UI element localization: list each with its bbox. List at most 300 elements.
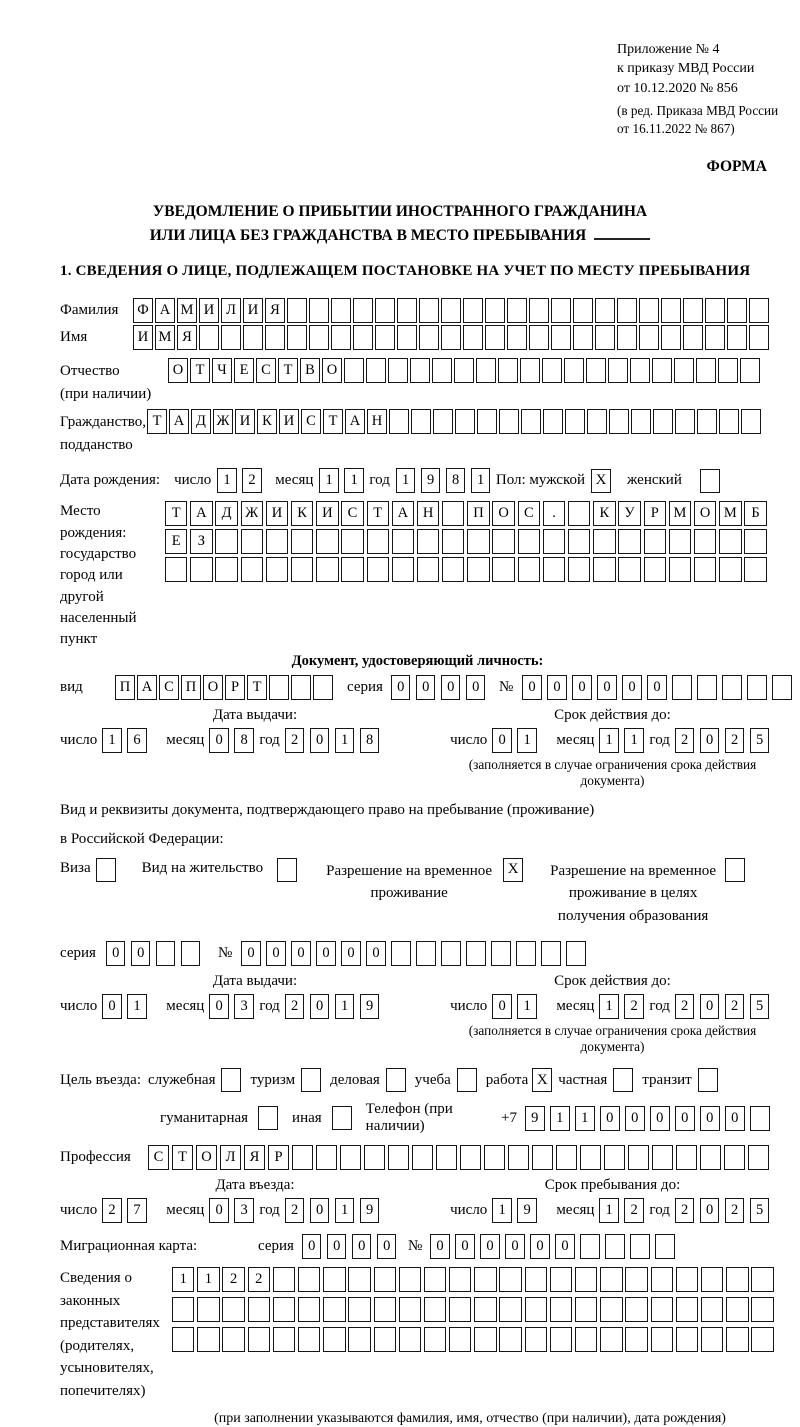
form-cell[interactable]: 0 [209, 1198, 229, 1223]
form-cell[interactable] [367, 529, 389, 554]
form-cell[interactable] [508, 1145, 529, 1170]
form-cell[interactable]: А [169, 409, 189, 434]
form-cell[interactable] [273, 1327, 295, 1352]
form-cell[interactable]: А [190, 501, 212, 526]
form-cell[interactable] [433, 409, 453, 434]
form-cell[interactable] [331, 298, 351, 323]
form-cell[interactable]: 2 [675, 994, 695, 1019]
form-cell[interactable]: Н [417, 501, 439, 526]
form-cell[interactable] [392, 557, 414, 582]
form-cell[interactable] [697, 675, 717, 700]
form-cell[interactable] [474, 1267, 496, 1292]
form-cell[interactable]: 2 [285, 1198, 305, 1223]
form-cell[interactable]: 0 [466, 675, 486, 700]
form-cell[interactable] [331, 325, 351, 350]
form-cell[interactable] [436, 1145, 457, 1170]
form-cell[interactable]: 1 [127, 994, 147, 1019]
form-cell[interactable] [550, 1267, 572, 1292]
form-cell[interactable] [507, 325, 527, 350]
form-cell[interactable]: Т [323, 409, 343, 434]
form-cell[interactable] [291, 529, 313, 554]
form-cell[interactable]: Ж [213, 409, 233, 434]
form-cell[interactable] [348, 1267, 370, 1292]
form-cell[interactable] [727, 325, 747, 350]
form-cell[interactable]: 2 [102, 1198, 122, 1223]
form-cell[interactable] [419, 325, 439, 350]
form-cell[interactable]: 1 [335, 728, 355, 753]
form-cell[interactable] [316, 557, 338, 582]
form-cell[interactable]: 0 [492, 994, 512, 1019]
form-cell[interactable]: 1 [335, 994, 355, 1019]
form-cell[interactable] [424, 1267, 446, 1292]
form-cell[interactable]: 2 [624, 1198, 644, 1223]
form-cell[interactable] [366, 358, 386, 383]
form-cell[interactable]: А [392, 501, 414, 526]
form-cell[interactable]: 1 [599, 1198, 619, 1223]
form-cell[interactable]: 0 [341, 941, 361, 966]
form-cell[interactable] [417, 529, 439, 554]
form-cell[interactable] [595, 325, 615, 350]
form-cell[interactable] [556, 1145, 577, 1170]
purpose-study-checkbox[interactable] [457, 1068, 477, 1092]
form-cell[interactable] [197, 1297, 219, 1322]
form-cell[interactable] [669, 557, 691, 582]
form-cell[interactable] [551, 325, 571, 350]
form-cell[interactable]: П [181, 675, 201, 700]
form-cell[interactable] [726, 1327, 748, 1352]
form-cell[interactable]: Я [177, 325, 197, 350]
form-cell[interactable] [617, 325, 637, 350]
form-cell[interactable] [593, 529, 615, 554]
form-cell[interactable] [661, 298, 681, 323]
form-cell[interactable] [749, 298, 769, 323]
form-cell[interactable] [672, 675, 692, 700]
form-cell[interactable]: 0 [302, 1234, 322, 1259]
form-cell[interactable] [694, 557, 716, 582]
form-cell[interactable] [197, 1327, 219, 1352]
form-cell[interactable]: 1 [492, 1198, 512, 1223]
form-cell[interactable] [744, 557, 766, 582]
form-cell[interactable] [241, 529, 263, 554]
form-cell[interactable]: О [196, 1145, 217, 1170]
form-cell[interactable] [165, 557, 187, 582]
form-cell[interactable] [455, 409, 475, 434]
form-cell[interactable] [222, 1297, 244, 1322]
form-cell[interactable]: М [177, 298, 197, 323]
form-cell[interactable] [287, 325, 307, 350]
form-cell[interactable] [655, 1234, 675, 1259]
form-cell[interactable] [172, 1327, 194, 1352]
form-cell[interactable]: 7 [127, 1198, 147, 1223]
form-cell[interactable] [550, 1297, 572, 1322]
form-cell[interactable] [726, 1297, 748, 1322]
form-cell[interactable] [454, 358, 474, 383]
form-cell[interactable]: Л [221, 298, 241, 323]
form-cell[interactable] [676, 1267, 698, 1292]
form-cell[interactable]: Ж [241, 501, 263, 526]
form-cell[interactable]: 0 [131, 941, 151, 966]
form-cell[interactable]: 0 [327, 1234, 347, 1259]
form-cell[interactable] [676, 1297, 698, 1322]
form-cell[interactable] [467, 557, 489, 582]
form-cell[interactable]: И [235, 409, 255, 434]
form-cell[interactable] [442, 557, 464, 582]
form-cell[interactable]: 5 [750, 728, 770, 753]
form-cell[interactable]: И [133, 325, 153, 350]
form-cell[interactable] [593, 557, 615, 582]
form-cell[interactable] [520, 358, 540, 383]
form-cell[interactable]: П [467, 501, 489, 526]
form-cell[interactable] [651, 1267, 673, 1292]
form-cell[interactable] [605, 1234, 625, 1259]
form-cell[interactable]: 0 [700, 994, 720, 1019]
purpose-private-checkbox[interactable] [613, 1068, 633, 1092]
form-cell[interactable]: 0 [480, 1234, 500, 1259]
form-cell[interactable]: Т [190, 358, 210, 383]
form-cell[interactable] [388, 358, 408, 383]
form-cell[interactable] [353, 298, 373, 323]
form-cell[interactable] [719, 409, 739, 434]
form-cell[interactable] [550, 1327, 572, 1352]
form-cell[interactable] [353, 325, 373, 350]
form-cell[interactable] [374, 1297, 396, 1322]
form-cell[interactable] [587, 409, 607, 434]
form-cell[interactable] [608, 358, 628, 383]
form-cell[interactable]: А [137, 675, 157, 700]
form-cell[interactable] [724, 1145, 745, 1170]
form-cell[interactable] [683, 325, 703, 350]
form-cell[interactable]: М [669, 501, 691, 526]
form-cell[interactable] [341, 529, 363, 554]
form-cell[interactable] [705, 298, 725, 323]
form-cell[interactable]: 2 [675, 1198, 695, 1223]
form-cell[interactable]: 0 [555, 1234, 575, 1259]
form-cell[interactable] [532, 1145, 553, 1170]
form-cell[interactable]: М [719, 501, 741, 526]
form-cell[interactable] [521, 409, 541, 434]
form-cell[interactable] [449, 1327, 471, 1352]
form-cell[interactable]: А [345, 409, 365, 434]
form-cell[interactable]: 0 [377, 1234, 397, 1259]
form-cell[interactable] [215, 557, 237, 582]
form-cell[interactable] [718, 358, 738, 383]
form-cell[interactable] [653, 409, 673, 434]
form-cell[interactable] [700, 1145, 721, 1170]
form-cell[interactable] [392, 529, 414, 554]
form-cell[interactable]: З [190, 529, 212, 554]
form-cell[interactable] [580, 1145, 601, 1170]
form-cell[interactable]: 0 [106, 941, 126, 966]
form-cell[interactable]: 0 [600, 1106, 620, 1131]
form-cell[interactable]: Е [165, 529, 187, 554]
form-cell[interactable] [215, 529, 237, 554]
form-cell[interactable]: Б [744, 501, 766, 526]
form-cell[interactable] [477, 409, 497, 434]
form-cell[interactable]: 0 [310, 1198, 330, 1223]
form-cell[interactable] [399, 1267, 421, 1292]
form-cell[interactable] [298, 1327, 320, 1352]
form-cell[interactable] [269, 675, 289, 700]
form-cell[interactable] [424, 1327, 446, 1352]
form-cell[interactable]: 6 [127, 728, 147, 753]
form-cell[interactable] [266, 557, 288, 582]
form-cell[interactable]: 2 [624, 994, 644, 1019]
form-cell[interactable] [516, 941, 536, 966]
form-cell[interactable] [580, 1234, 600, 1259]
form-cell[interactable] [625, 1297, 647, 1322]
form-cell[interactable] [747, 675, 767, 700]
form-cell[interactable] [697, 409, 717, 434]
form-cell[interactable]: 9 [517, 1198, 537, 1223]
form-cell[interactable]: 9 [525, 1106, 545, 1131]
form-cell[interactable] [467, 529, 489, 554]
form-cell[interactable]: О [168, 358, 188, 383]
form-cell[interactable] [696, 358, 716, 383]
form-cell[interactable] [541, 941, 561, 966]
form-cell[interactable]: 1 [550, 1106, 570, 1131]
form-cell[interactable] [388, 1145, 409, 1170]
form-cell[interactable]: 2 [725, 1198, 745, 1223]
form-cell[interactable]: Д [215, 501, 237, 526]
form-cell[interactable] [630, 358, 650, 383]
form-cell[interactable] [273, 1267, 295, 1292]
form-cell[interactable] [499, 1267, 521, 1292]
form-cell[interactable] [694, 529, 716, 554]
form-cell[interactable] [575, 1327, 597, 1352]
form-cell[interactable]: О [694, 501, 716, 526]
form-cell[interactable] [243, 325, 263, 350]
form-cell[interactable]: 1 [396, 468, 416, 493]
form-cell[interactable]: 1 [471, 468, 491, 493]
form-cell[interactable] [287, 298, 307, 323]
form-cell[interactable]: И [266, 501, 288, 526]
form-cell[interactable]: 0 [310, 994, 330, 1019]
form-cell[interactable]: Т [367, 501, 389, 526]
form-cell[interactable]: К [257, 409, 277, 434]
form-cell[interactable] [375, 298, 395, 323]
form-cell[interactable] [492, 529, 514, 554]
form-cell[interactable] [705, 325, 725, 350]
form-cell[interactable]: 0 [522, 675, 542, 700]
form-cell[interactable]: Т [165, 501, 187, 526]
form-cell[interactable] [424, 1297, 446, 1322]
form-cell[interactable] [442, 529, 464, 554]
form-cell[interactable] [628, 1145, 649, 1170]
form-cell[interactable]: 0 [597, 675, 617, 700]
form-cell[interactable]: И [199, 298, 219, 323]
form-cell[interactable]: И [316, 501, 338, 526]
form-cell[interactable] [727, 298, 747, 323]
form-cell[interactable] [529, 325, 549, 350]
form-cell[interactable]: 0 [241, 941, 261, 966]
form-cell[interactable]: 5 [750, 994, 770, 1019]
form-cell[interactable]: 0 [266, 941, 286, 966]
form-cell[interactable] [374, 1327, 396, 1352]
form-cell[interactable]: Я [265, 298, 285, 323]
form-cell[interactable] [222, 1327, 244, 1352]
form-cell[interactable] [604, 1145, 625, 1170]
form-cell[interactable] [291, 675, 311, 700]
form-cell[interactable]: 0 [700, 1106, 720, 1131]
form-cell[interactable]: С [159, 675, 179, 700]
form-cell[interactable]: 0 [505, 1234, 525, 1259]
form-cell[interactable]: 3 [234, 994, 254, 1019]
form-cell[interactable]: 0 [391, 675, 411, 700]
form-cell[interactable]: 1 [624, 728, 644, 753]
form-cell[interactable] [631, 409, 651, 434]
form-cell[interactable] [323, 1267, 345, 1292]
form-cell[interactable] [639, 325, 659, 350]
form-cell[interactable] [740, 358, 760, 383]
form-cell[interactable] [248, 1297, 270, 1322]
form-cell[interactable] [617, 298, 637, 323]
form-cell[interactable]: 0 [572, 675, 592, 700]
form-cell[interactable] [568, 501, 590, 526]
form-cell[interactable] [485, 325, 505, 350]
form-cell[interactable] [399, 1327, 421, 1352]
form-cell[interactable]: 0 [441, 675, 461, 700]
form-cell[interactable]: 0 [650, 1106, 670, 1131]
form-cell[interactable] [466, 941, 486, 966]
form-cell[interactable]: 2 [725, 994, 745, 1019]
form-cell[interactable] [741, 409, 761, 434]
form-cell[interactable]: И [279, 409, 299, 434]
form-cell[interactable]: С [341, 501, 363, 526]
form-cell[interactable]: Р [644, 501, 666, 526]
form-cell[interactable]: 8 [446, 468, 466, 493]
form-cell[interactable] [651, 1297, 673, 1322]
form-cell[interactable] [463, 298, 483, 323]
form-cell[interactable]: 1 [599, 728, 619, 753]
form-cell[interactable] [651, 1327, 673, 1352]
form-cell[interactable] [722, 675, 742, 700]
form-cell[interactable]: С [518, 501, 540, 526]
form-cell[interactable] [744, 529, 766, 554]
form-cell[interactable] [323, 1297, 345, 1322]
form-cell[interactable]: 1 [575, 1106, 595, 1131]
form-cell[interactable]: Т [278, 358, 298, 383]
form-cell[interactable] [600, 1327, 622, 1352]
form-cell[interactable] [586, 358, 606, 383]
form-cell[interactable]: 0 [310, 728, 330, 753]
form-cell[interactable]: О [492, 501, 514, 526]
form-cell[interactable]: Я [244, 1145, 265, 1170]
form-cell[interactable] [442, 501, 464, 526]
form-cell[interactable] [748, 1145, 769, 1170]
form-cell[interactable]: 0 [352, 1234, 372, 1259]
form-cell[interactable] [499, 409, 519, 434]
form-cell[interactable]: 9 [360, 994, 380, 1019]
form-cell[interactable] [568, 529, 590, 554]
form-cell[interactable] [476, 358, 496, 383]
form-cell[interactable]: Р [225, 675, 245, 700]
form-cell[interactable] [298, 1297, 320, 1322]
form-cell[interactable] [348, 1327, 370, 1352]
form-cell[interactable] [575, 1267, 597, 1292]
form-cell[interactable] [675, 409, 695, 434]
form-cell[interactable] [156, 941, 176, 966]
form-cell[interactable]: 1 [319, 468, 339, 493]
form-cell[interactable] [309, 298, 329, 323]
form-cell[interactable]: А [155, 298, 175, 323]
form-cell[interactable] [772, 675, 792, 700]
form-cell[interactable] [625, 1327, 647, 1352]
form-cell[interactable] [492, 557, 514, 582]
form-cell[interactable] [595, 298, 615, 323]
form-cell[interactable] [644, 529, 666, 554]
form-cell[interactable]: 0 [530, 1234, 550, 1259]
purpose-official-checkbox[interactable] [221, 1068, 241, 1092]
form-cell[interactable] [298, 1267, 320, 1292]
form-cell[interactable] [618, 557, 640, 582]
form-cell[interactable] [265, 325, 285, 350]
form-cell[interactable]: С [148, 1145, 169, 1170]
form-cell[interactable] [564, 358, 584, 383]
form-cell[interactable] [248, 1327, 270, 1352]
form-cell[interactable] [676, 1327, 698, 1352]
form-cell[interactable]: 2 [285, 728, 305, 753]
form-cell[interactable]: 0 [416, 675, 436, 700]
form-cell[interactable] [316, 1145, 337, 1170]
form-cell[interactable] [566, 941, 586, 966]
form-cell[interactable] [749, 325, 769, 350]
form-cell[interactable] [551, 298, 571, 323]
form-cell[interactable] [292, 1145, 313, 1170]
form-cell[interactable]: 9 [421, 468, 441, 493]
form-cell[interactable] [543, 529, 565, 554]
form-cell[interactable] [463, 325, 483, 350]
form-cell[interactable] [499, 1327, 521, 1352]
form-cell[interactable] [529, 298, 549, 323]
form-cell[interactable] [542, 358, 562, 383]
form-cell[interactable] [364, 1145, 385, 1170]
form-cell[interactable]: 0 [366, 941, 386, 966]
form-cell[interactable]: П [115, 675, 135, 700]
form-cell[interactable]: Е [234, 358, 254, 383]
form-cell[interactable] [600, 1267, 622, 1292]
form-cell[interactable] [291, 557, 313, 582]
form-cell[interactable] [389, 409, 409, 434]
form-cell[interactable]: Д [191, 409, 211, 434]
form-cell[interactable] [565, 409, 585, 434]
form-cell[interactable]: 0 [430, 1234, 450, 1259]
visa-checkbox[interactable] [96, 858, 116, 882]
form-cell[interactable]: 0 [647, 675, 667, 700]
form-cell[interactable] [568, 557, 590, 582]
temp-residence-checkbox[interactable]: X [503, 858, 523, 882]
form-cell[interactable]: 1 [217, 468, 237, 493]
form-cell[interactable]: М [155, 325, 175, 350]
form-cell[interactable] [221, 325, 241, 350]
form-cell[interactable] [518, 557, 540, 582]
form-cell[interactable] [644, 557, 666, 582]
form-cell[interactable]: 0 [622, 675, 642, 700]
form-cell[interactable]: Р [268, 1145, 289, 1170]
form-cell[interactable]: 1 [344, 468, 364, 493]
form-cell[interactable] [484, 1145, 505, 1170]
form-cell[interactable]: 1 [172, 1267, 194, 1292]
form-cell[interactable] [172, 1297, 194, 1322]
form-cell[interactable]: 0 [102, 994, 122, 1019]
form-cell[interactable] [719, 557, 741, 582]
form-cell[interactable]: . [543, 501, 565, 526]
form-cell[interactable]: 8 [360, 728, 380, 753]
form-cell[interactable] [190, 557, 212, 582]
form-cell[interactable]: 0 [209, 994, 229, 1019]
form-cell[interactable]: 0 [492, 728, 512, 753]
form-cell[interactable]: 8 [234, 728, 254, 753]
residence-permit-checkbox[interactable] [277, 858, 297, 882]
